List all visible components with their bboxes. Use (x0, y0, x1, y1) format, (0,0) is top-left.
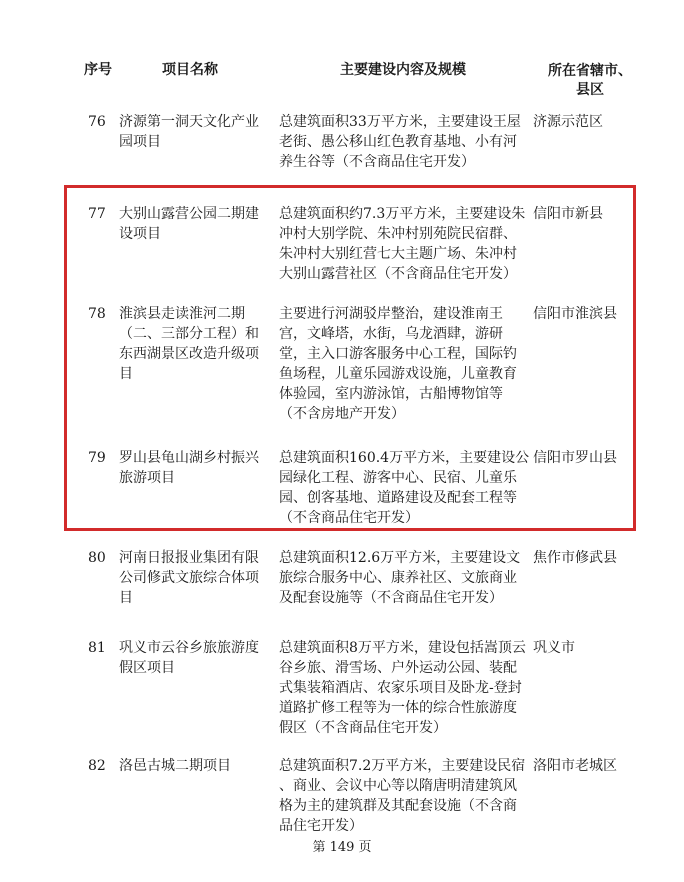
row-number: 82 (88, 758, 106, 774)
project-content-line: 体验园，室内游泳馆，古船博物馆等 (279, 386, 503, 402)
project-name-line: 巩义市云谷乡旅旅游度 (119, 640, 259, 656)
highlight-box (64, 185, 636, 531)
project-content-line: 鱼场程，儿童乐园游戏设施，儿童教育 (279, 366, 517, 382)
project-content-line: 老街、愚公移山红色教育基地、小有河 (279, 134, 517, 150)
row-number: 76 (88, 114, 106, 130)
row-number: 81 (88, 640, 106, 656)
project-name-line: 洛邑古城二期项目 (119, 758, 231, 774)
project-name-line: 旅游项目 (119, 470, 175, 486)
project-name (119, 548, 259, 608)
project-content-line: 谷乡旅、滑雪场、户外运动公园、装配 (279, 660, 517, 676)
project-content-line: （不含商品住宅开发） (279, 510, 419, 526)
project-name-line: （二、三部分工程）和 (119, 326, 259, 342)
project-region: 信阳市淮滨县 (533, 306, 617, 322)
project-content-line: 及配套设施等（不含商品住宅开发） (279, 590, 503, 606)
project-content-line: 朱冲村大别红营七大主题广场、朱冲村 (279, 246, 517, 262)
project-content (279, 756, 525, 836)
project-content-line: 总建筑面积33万平方米，主要建设王屋 (279, 114, 521, 130)
project-content-line: 园、创客基地、道路建设及配套工程等 (279, 490, 517, 506)
project-content-line: 主要进行河湖驳岸整治，建设淮南王 (279, 306, 503, 322)
project-region: 焦作市修武县 (533, 550, 617, 566)
project-content (279, 638, 526, 738)
header-name: 项目名称 (162, 62, 218, 78)
project-name-line: 公司修武文旅综合体项 (119, 570, 259, 586)
project-name-line: 济源第一洞天文化产业 (119, 114, 259, 130)
project-name-line: 设项目 (119, 226, 161, 242)
project-name-line: 假区项目 (119, 660, 175, 676)
project-name-line: 淮滨县走读淮河二期 (119, 306, 245, 322)
row-number: 79 (88, 450, 106, 466)
header-region-line1: 所在省辖市、 (548, 63, 632, 79)
project-content-line: 园绿化工程、游客中心、民宿、儿童乐 (279, 470, 517, 486)
header-region-line2: 县区 (576, 82, 604, 98)
project-name-line: 目 (119, 366, 133, 382)
project-content (279, 112, 521, 172)
project-content-line: 道路扩修工程等为一体的综合性旅游度 (279, 700, 517, 716)
row-number: 80 (88, 550, 106, 566)
project-name-line: 河南日报报业集团有限 (119, 550, 259, 566)
row-number: 78 (88, 306, 106, 322)
project-region: 信阳市新县 (533, 206, 603, 222)
project-content-line: 堂，主入口游客服务中心工程，国际钓 (279, 346, 517, 362)
project-content-line: 品住宅开发） (279, 818, 363, 834)
project-content-line: 养生谷等（不含商品住宅开发） (279, 154, 475, 170)
project-name-line: 园项目 (119, 134, 161, 150)
header-region (540, 62, 640, 100)
header-no: 序号 (84, 62, 112, 78)
project-name-line: 罗山县龟山湖乡村振兴 (119, 450, 259, 466)
project-name-line: 目 (119, 590, 133, 606)
project-content-line: 格为主的建筑群及其配套设施（不含商 (279, 798, 517, 814)
project-content-line: 假区（不含商品住宅开发） (279, 720, 447, 736)
project-name-line: 东西湖景区改造升级项 (119, 346, 259, 362)
project-region: 信阳市罗山县 (533, 450, 617, 466)
project-content-line: 式集装箱酒店、农家乐项目及卧龙-登封 (279, 680, 522, 696)
project-region: 巩义市 (533, 640, 575, 656)
project-content-line: 宫，文峰塔，水街，乌龙酒肆，游研 (279, 326, 503, 342)
project-content-line: 冲村大别学院、朱冲村别苑院民宿群、 (279, 226, 517, 242)
project-content-line: 总建筑面积12.6万平方米，主要建设文 (279, 550, 521, 566)
project-content-line: 、商业、会议中心等以隋唐明清建筑风 (279, 778, 517, 794)
project-content-line: 总建筑面积约7.3万平方米，主要建设朱 (279, 206, 526, 222)
project-name (119, 638, 259, 678)
project-name (119, 756, 231, 776)
project-name-line: 大别山露营公园二期建 (119, 206, 259, 222)
project-region: 济源示范区 (533, 114, 603, 130)
project-content-line: 大别山露营社区（不含商品住宅开发） (279, 266, 517, 282)
project-content-line: 总建筑面积8万平方米，建设包括嵩顶云 (279, 640, 526, 656)
row-number: 77 (88, 206, 106, 222)
page-number: 第 149 页 (312, 840, 372, 855)
header-content: 主要建设内容及规模 (340, 62, 466, 78)
project-content-line: （不含房地产开发） (279, 406, 405, 422)
project-content-line: 总建筑面积160.4万平方米，主要建设公 (279, 450, 530, 466)
project-name (119, 112, 259, 152)
project-region: 洛阳市老城区 (533, 758, 617, 774)
project-content-line: 总建筑面积7.2万平方米，主要建设民宿 (279, 758, 526, 774)
project-content (279, 548, 520, 608)
project-content-line: 旅综合服务中心、康养社区、文旅商业 (279, 570, 517, 586)
